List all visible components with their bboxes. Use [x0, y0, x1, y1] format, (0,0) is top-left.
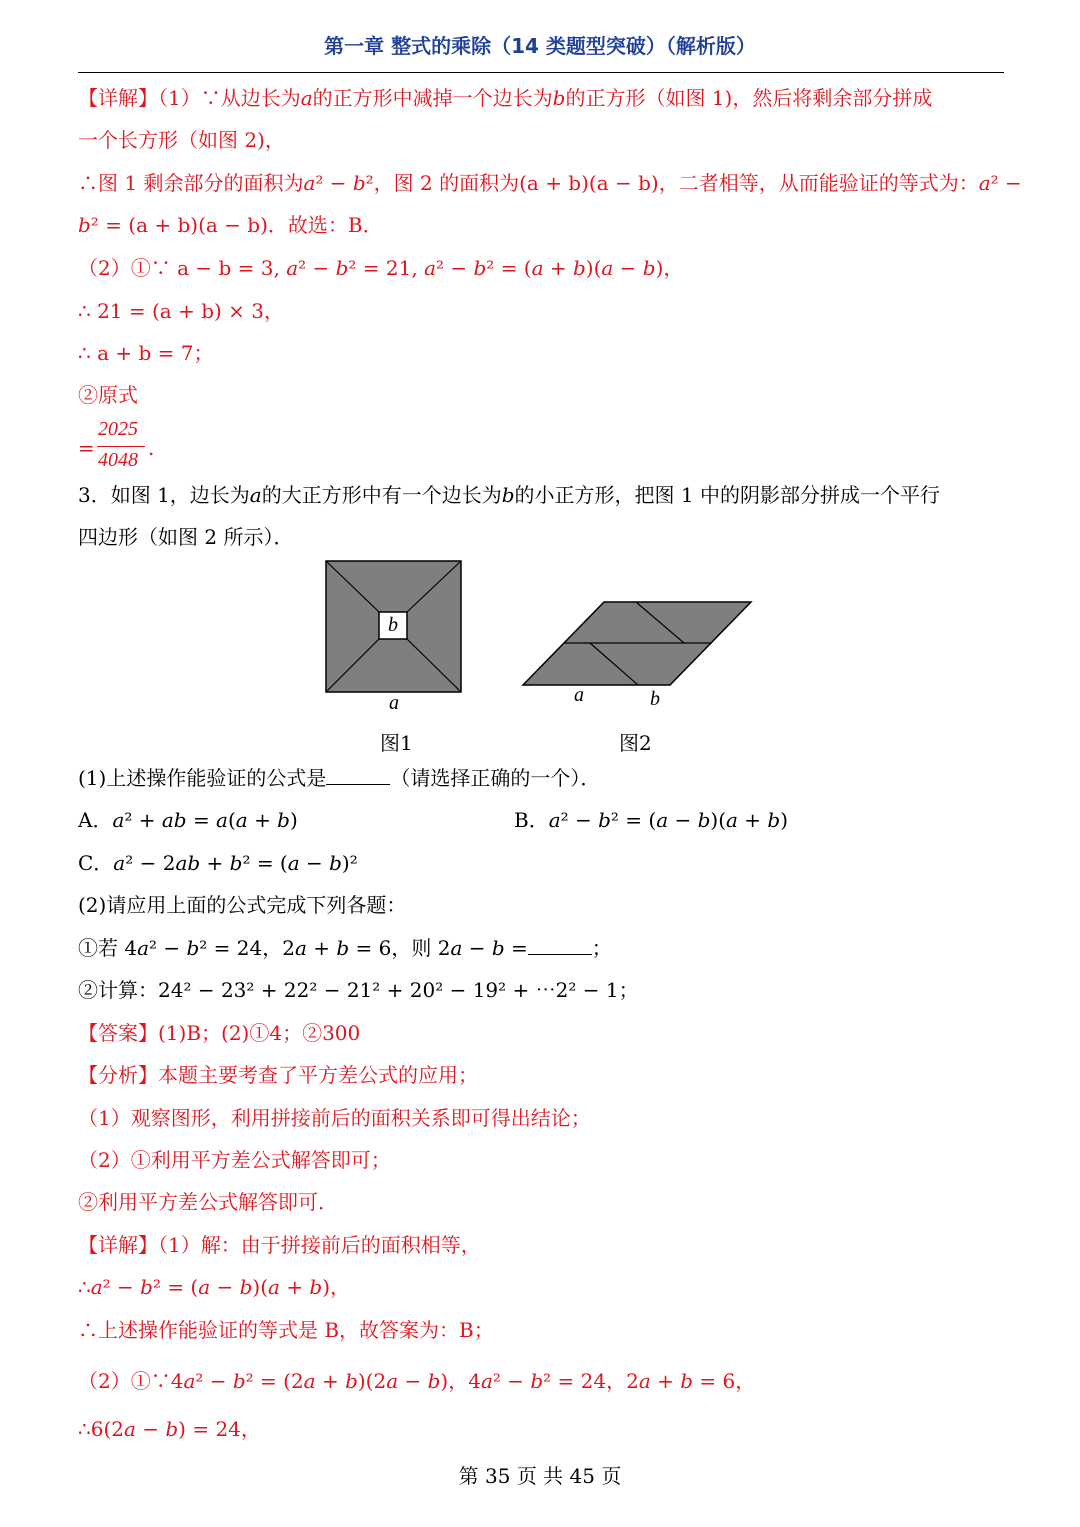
question-1-text: (1)上述操作能验证的公式是	[78, 766, 327, 790]
problem3-stem-line1: 3．如图 1，边长为𝑎的大正方形中有一个边长为𝑏的小正方形，把图 1 中的阴影部分拼成一个平行	[78, 483, 940, 507]
option-a: A．𝑎² + 𝑎𝑏 = 𝑎(𝑎 + 𝑏)	[78, 808, 298, 832]
fraction-period: .	[148, 436, 155, 460]
solution-line-3: ∴图 1 剩余部分的面积为𝑎² − 𝑏²，图 2 的面积为(a + b)(a − b)，二者相等，从而能验证的等式为：𝑎² −	[78, 171, 1022, 195]
fraction-equals: =	[78, 436, 95, 460]
figure-2-label-a: a	[574, 684, 584, 706]
detail-line-4: （2）①∵4𝑎² − 𝑏² = (2𝑎 + 𝑏)(2𝑎 − 𝑏)，4𝑎² − 𝑏² = 24，2𝑎 + 𝑏 = 6，	[78, 1369, 756, 1393]
page-footer: 第 35 页 共 45 页	[458, 1464, 622, 1488]
detail-line-2: ∴𝑎² − 𝑏² = (𝑎 − 𝑏)(𝑎 + 𝑏)，	[78, 1275, 351, 1299]
question-2a-end: ；	[591, 936, 612, 960]
analysis-line-3: （2）①利用平方差公式解答即可；	[78, 1148, 391, 1172]
figure-1-caption: 图1	[380, 731, 413, 755]
detail-line-1: 【详解】（1）解：由于拼接前后的面积相等，	[78, 1233, 481, 1257]
figure-2-parallelogram	[520, 600, 754, 688]
fraction-bar	[97, 446, 145, 447]
question-2a-text: ①若 4𝑎² − 𝑏² = 24，2𝑎 + 𝑏 = 6，则 2𝑎 − 𝑏 =	[78, 936, 528, 960]
analysis-line-4: ②利用平方差公式解答即可．	[78, 1190, 338, 1214]
solution-line-7: ∴ a + b = 7；	[78, 341, 214, 365]
question-2b: ②计算：24² − 23² + 22² − 21² + 20² − 19² + ⋯2² − 1；	[78, 978, 639, 1002]
solution-line-5: （2）①∵ a − b = 3, 𝑎² − 𝑏² = 21, 𝑎² − 𝑏² = (𝑎 + 𝑏)(𝑎 − 𝑏)，	[78, 256, 684, 280]
figure-2-caption: 图2	[619, 731, 652, 755]
option-b: B．𝑎² − 𝑏² = (𝑎 − 𝑏)(𝑎 + 𝑏)	[514, 808, 789, 832]
solution-line-8: ②原式	[78, 383, 138, 407]
fraction-numerator: 2025	[98, 418, 138, 440]
solution-line-4: 𝑏² = (a + b)(a − b)．故选：B．	[78, 213, 383, 237]
page-header-title: 第一章 整式的乘除（14 类题型突破）（解析版）	[324, 34, 756, 58]
fraction-denominator: 4048	[98, 449, 138, 471]
question-1-hint: （请选择正确的一个）．	[390, 766, 601, 790]
answer-line: 【答案】(1)B；(2)①4；②300	[78, 1021, 361, 1045]
question-1	[78, 764, 600, 792]
detail-line-3: ∴上述操作能验证的等式是 B，故答案为：B；	[78, 1318, 494, 1342]
answer-blank-2	[528, 936, 592, 955]
figure-2-label-b: b	[650, 688, 660, 710]
answer-blank-1	[326, 766, 390, 785]
question-2a	[78, 934, 612, 962]
option-c: C．𝑎² − 2𝑎𝑏 + 𝑏² = (𝑎 − 𝑏)²	[78, 851, 358, 875]
problem3-stem-line2: 四边形（如图 2 所示）．	[78, 525, 294, 549]
figure-1-label-a: a	[389, 692, 399, 714]
header-divider	[78, 72, 1004, 73]
question-2: (2)请应用上面的公式完成下列各题：	[78, 893, 407, 917]
figure-1-label-b: b	[388, 614, 398, 636]
analysis-line-2: （1）观察图形，利用拼接前后的面积关系即可得出结论；	[78, 1106, 591, 1130]
solution-line-1: 【详解】（1）∵从边长为𝑎的正方形中减掉一个边长为𝑏的正方形（如图 1)，然后将剩余部分拼成	[78, 86, 933, 110]
detail-line-5: ∴6(2𝑎 − 𝑏) = 24，	[78, 1417, 261, 1441]
solution-line-6: ∴ 21 = (a + b) × 3，	[78, 299, 285, 323]
solution-line-2: 一个长方形（如图 2)，	[78, 128, 285, 152]
analysis-line-1: 【分析】本题主要考查了平方差公式的应用；	[78, 1063, 478, 1087]
